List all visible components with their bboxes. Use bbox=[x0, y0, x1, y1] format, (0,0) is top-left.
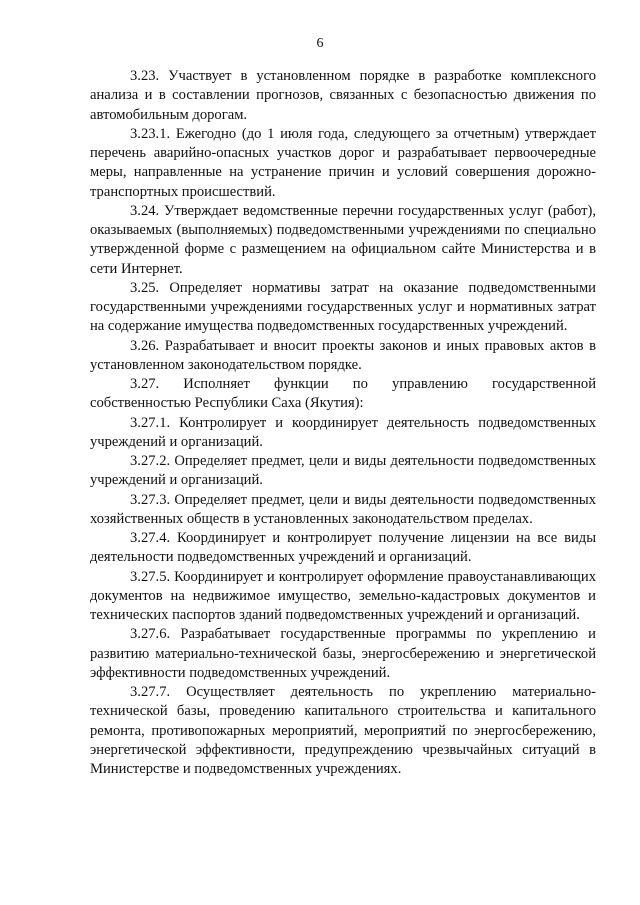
paragraph-3-23: 3.23. Участвует в установленном порядке в разработке комплексного анализа и в составлении прогнозов, связанных с безопасностью движения по автомобильным дорогам. bbox=[90, 68, 596, 123]
paragraph-3-24: 3.24. Утверждает ведомственные перечни государственных услуг (работ), оказываемых (выполняемых) подведомственными учреждениями по специально утвержденной форме с размещением на официальном сайте Министерства и в сети Интернет. bbox=[90, 202, 596, 277]
paragraph-3-25: 3.25. Определяет нормативы затрат на оказание подведомственными государственными учреждениями государственных услуг и нормативных затрат на содержание имущества подведомственных государственных учреждений. bbox=[90, 279, 596, 335]
paragraph-3-27-7: 3.27.7. Осуществляет деятельность по укреплению материально-технической базы, проведению капитального строительства и капитального ремонта, противопожарных мероприятий, мероприятий по энергосбережению, энергетической эффективности, предупреждению чрезвычайных ситуаций в Министерстве и подведомственных учреждениях. bbox=[90, 684, 596, 777]
paragraph-3-27: 3.27. Исполняет функции по управлению государственной собственностью Республики Саха (Якутия): bbox=[90, 376, 596, 412]
paragraph-3-27-4: 3.27.4. Координирует и контролирует получение лицензии на все виды деятельности подведомственных учреждений и организаций. bbox=[90, 530, 596, 566]
paragraph-3-23-1: 3.23.1. Ежегодно (до 1 июля года, следующего за отчетным) утверждает перечень аварийно-опасных участков дорог и разрабатывает первоочередные меры, направленные на устранение причин и условий совершения дорожно-транспортных происшествий. bbox=[90, 125, 596, 200]
document-body bbox=[90, 67, 596, 779]
paragraph-3-27-6: 3.27.6. Разрабатывает государственные программы по укреплению и развитию материально-технической базы, энергосбережению и энергетической эффективности подведомственных учреждений. bbox=[90, 626, 596, 681]
paragraph-3-27-3: 3.27.3. Определяет предмет, цели и виды деятельности подведомственных хозяйственных обществ в установленных законодательством пределах. bbox=[90, 491, 596, 527]
paragraph-3-26: 3.26. Разрабатывает и вносит проекты законов и иных правовых актов в установленном законодательством порядке. bbox=[90, 337, 596, 373]
paragraph-3-27-1: 3.27.1. Контролирует и координирует деятельность подведомственных учреждений и организаций. bbox=[90, 414, 596, 450]
paragraph-3-27-5: 3.27.5. Координирует и контролирует оформление правоустанавливающих документов на недвижимое имущество, земельно-кадастровых документов и технических паспортов зданий подведомственных учреждений и организаций. bbox=[90, 568, 596, 623]
page-number: 6 bbox=[316, 36, 324, 51]
paragraph-3-27-2: 3.27.2. Определяет предмет, цели и виды деятельности подведомственных учреждений и организаций. bbox=[90, 453, 596, 489]
